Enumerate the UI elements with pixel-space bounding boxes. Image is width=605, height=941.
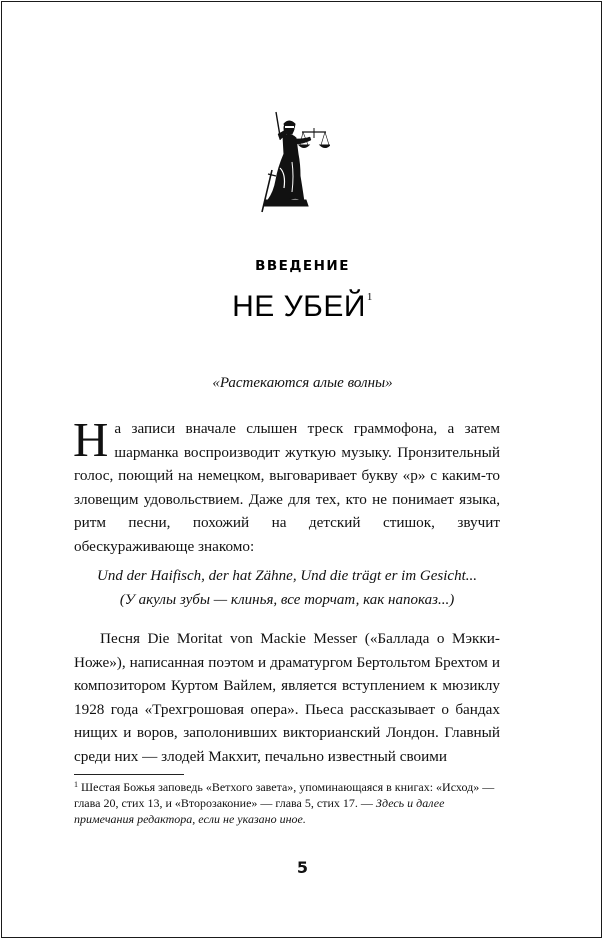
footnote-divider (74, 774, 184, 775)
section-label: ВВЕДЕНИЕ (255, 258, 350, 274)
epigraph: «Растекаются алые волны» (212, 375, 393, 391)
paragraph-1-text: а записи вначале слышен треск граммофона, а затем шарманка воспроизводит жуткую музыку. Пронзительный голос, поющий на немецком, выговаривает букву «р» с каким-то зловещим удовольствием. Даже для тех, кто не понимает языка, ритм песни, похожий на детский стишок, звучит обескураживающе знакомо: (74, 420, 500, 555)
song-quote (74, 565, 500, 612)
page-number: 5 (296, 858, 309, 877)
footnote-mark: 1 (74, 780, 78, 789)
lady-justice-icon (258, 108, 330, 214)
footnote-text: Шестая Божья заповедь «Ветхого завета», упоминающаяся в книгах: «Исход» — глава 20, стих 13, и «Второзаконие» — глава 5, стих 17. — (74, 780, 495, 810)
paragraph-1 (73, 412, 500, 559)
quote-line-russian: (У акулы зубы — клинья, все торчат, как напоказ...) (119, 591, 455, 608)
footnote (74, 777, 504, 827)
quote-line-german: Und der Haifisch, der hat Zähne, Und die trägt er im Gesicht... (97, 568, 477, 584)
footnote-editor-note: Здесь и далее примечания редактора, если не указано иное. (74, 796, 445, 826)
footnote-reference[interactable]: 1 (366, 291, 373, 303)
paragraph-2: Песня Die Moritat von Mackie Messer («Баллада о Мэкки-Ноже»), написанная поэтом и драматургом Бертольтом Брехтом и композитором Куртом Вайлем, является вступлением к мюзиклу 1928 года «Трехгрошовая опера». Пьеса рассказывает о бандах нищих и воров, заполонивших викторианский Лондон. Главный среди них — злодей Макхит, печально известный своими (74, 630, 500, 765)
chapter-title-text: НЕ УБЕЙ (232, 290, 366, 323)
chapter-title (0, 290, 605, 324)
drop-cap: Н (73, 412, 109, 467)
